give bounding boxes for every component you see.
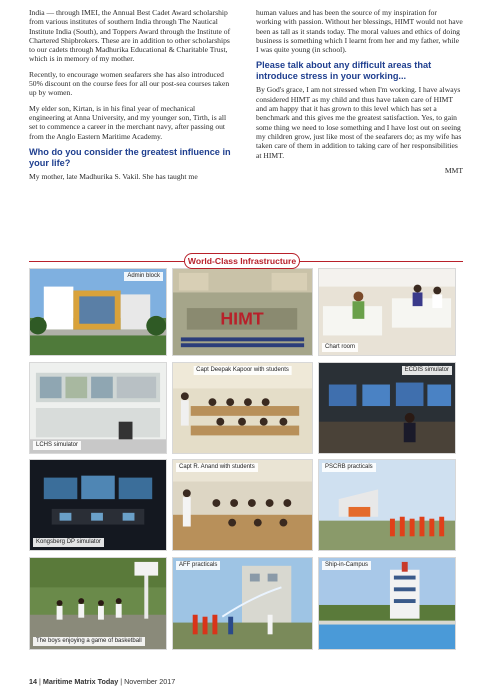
photo-admin-block [29, 268, 167, 356]
photo-ship-in-campus [318, 557, 456, 650]
footer-separator-2: | [120, 677, 125, 686]
right-paragraph-2: By God's grace, I am not stressed when I'm working. I have always considered HIMT as my child and thus have taken care of HIMT and am happy that it has grown to this level which has set a benchmark and this gives me the greatest satisfaction. Yes, to gain some thing we need to lose something and I have lost out on seeing my children grow, just like most of the seafarers do; as my wife has taken care of them in addition to taking care of her responsibilities at HIMT. [256, 85, 462, 160]
caption-capt-deepak-kapoor: Capt Deepak Kapoor with students [193, 366, 292, 375]
photo-pscrb-practicals [318, 459, 456, 551]
page-number: 14 [29, 677, 37, 686]
caption-pscrb-practicals: PSCRB practicals [322, 463, 376, 472]
caption-admin-block: Admin block [124, 272, 163, 281]
author-signature: MMT [444, 165, 463, 175]
photo-lchs-simulator [29, 362, 167, 454]
caption-chart-room: Chart room [322, 343, 358, 352]
left-paragraph-1: India — through IMEI, the Annual Best Cadet Award scholarship from various institutes of southern India through The Nautical Institute India (South), and Toppers Award through the Institute of Chartered Shipbrokers. These are in addition to other scholarships to our cadets through Madhurika Educational & Charitable Trust, which is in memory of my mother. [29, 8, 231, 64]
photo-classroom-deepak [172, 362, 313, 454]
photo-chart-room [318, 268, 456, 356]
photo-ecdis-simulator [318, 362, 456, 454]
left-paragraph-4: My mother, late Madhurika S. Vakil. She has taught me [29, 171, 198, 181]
footer-separator: | [39, 677, 43, 686]
section-title: World-Class Infrastructure [184, 253, 300, 269]
photo-classroom-anand [172, 459, 313, 551]
left-paragraph-2: Recently, to encourage women seafarers she has also introduced 50% discount on the course fees for all our post-sea courses taken up by women. [29, 69, 230, 98]
caption-basketball: The boys enjoying a game of basketball [33, 637, 145, 646]
caption-aff-practicals: AFF practicals [176, 561, 220, 570]
caption-ship-in-campus: Ship-in-Campus [322, 561, 371, 570]
photo-basketball [29, 557, 167, 650]
caption-capt-r-anand: Capt R. Anand with students [176, 463, 258, 472]
caption-kongsberg-dp-simulator: Kongsberg DP simulator [33, 538, 104, 547]
left-paragraph-3: My elder son, Kirtan, is in his final year of mechanical engineering at Anna University, and my younger son, Tirth, is all set to commence a career in the merchant navy, after passing out from the Anglo Eastern Maritime Academy. [29, 103, 227, 141]
question-greatest-influence: Who do you consider the greatest influence in your life? [29, 146, 231, 168]
photo-kongsberg-dp-simulator [29, 459, 167, 551]
magazine-name: Maritime Matrix Today [42, 677, 119, 686]
issue-date: November 2017 [124, 677, 176, 686]
right-column [256, 8, 463, 175]
caption-lchs-simulator: LCHS simulator [33, 441, 81, 450]
svg-text:HIMT: HIMT [220, 308, 264, 329]
page-footer [29, 677, 175, 686]
left-column [29, 8, 232, 187]
photo-himt-formation [172, 268, 313, 356]
caption-ecdis-simulator: ECDIS simulator [402, 366, 452, 375]
photo-aff-practicals [172, 557, 313, 650]
right-paragraph-1: human values and has been the source of my inspiration for working with passion. Without her blessings, HIMT would not have been as tall as it stands today. The moral values and ethics of doing business is something which I learnt from her and my father, while I was quite young (in school). [256, 8, 463, 55]
question-stress: Please talk about any difficult areas that introduce stress in your working... [256, 60, 432, 82]
